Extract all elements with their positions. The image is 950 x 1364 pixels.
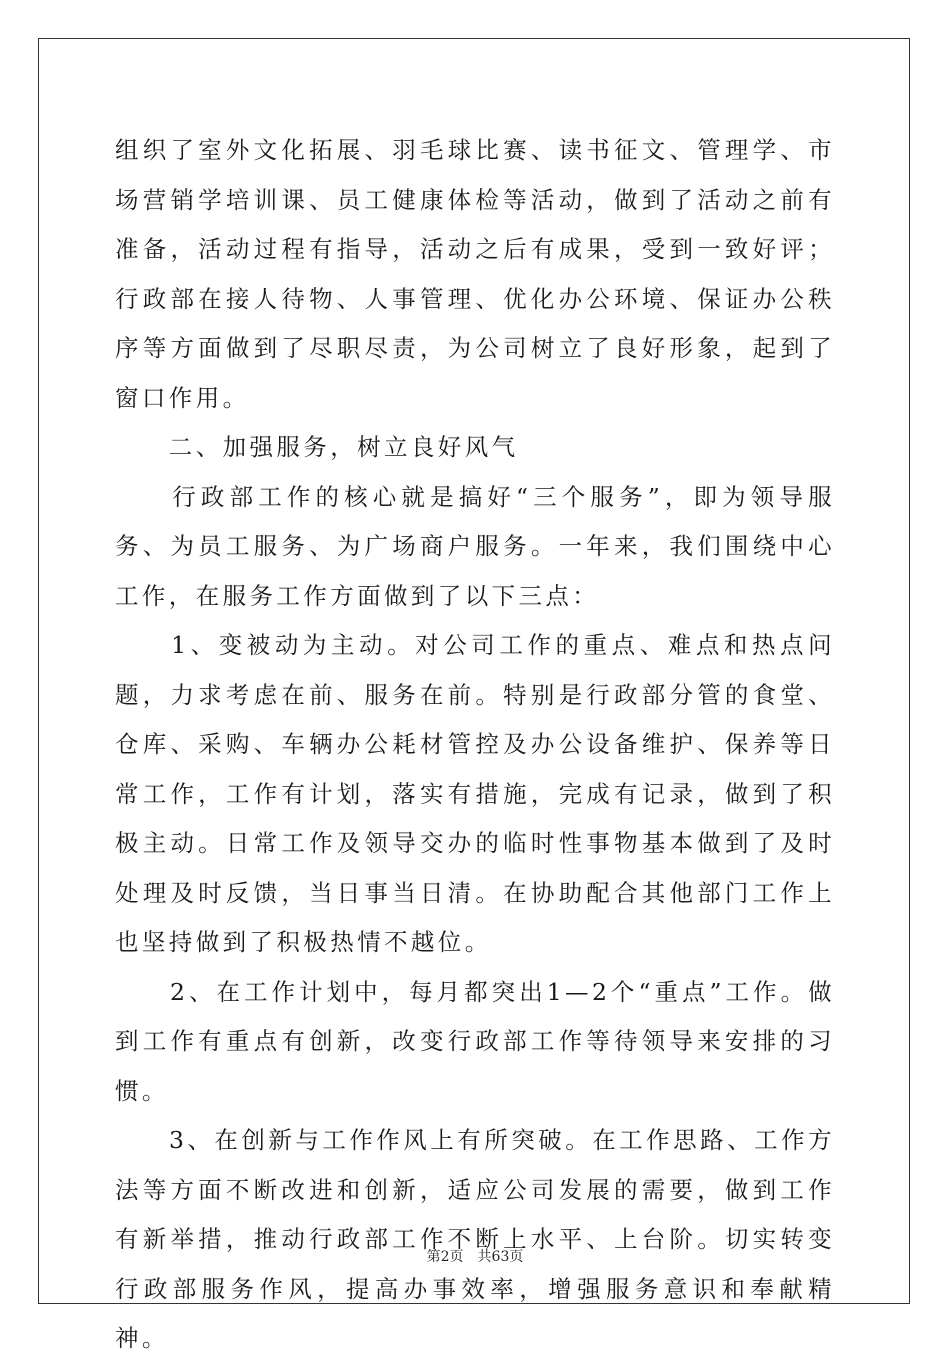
document-body	[115, 126, 835, 1364]
section-heading: 二、加强服务，树立良好风气	[115, 433, 519, 461]
total-pages: 共63页	[477, 1249, 524, 1265]
current-page-number: 第2页	[426, 1249, 464, 1265]
paragraph: 组织了室外文化拓展、羽毛球比赛、读书征文、管理学、市场营销学培训课、员工健康体检等活动，做到了活动之前有准备，活动过程有指导，活动之后有成果，受到一致好评；行政部在接人待物、人事管理、优化办公环境、保证办公秩序等方面做到了尽职尽责，为公司树立了良好形象，起到了窗口作用。	[115, 136, 835, 412]
paragraph: 行政部工作的核心就是搞好“三个服务”，即为领导服务、为员工服务、为广场商户服务。一年来，我们围绕中心工作，在服务工作方面做到了以下三点：	[115, 482, 835, 610]
list-item: 3、在创新与工作作风上有所突破。在工作思路、工作方法等方面不断改进和创新，适应公司发展的需要，做到工作有新举措，推动行政部工作不断上水平、上台阶。切实转变行政部服务作风，提高办事效率，增强服务意识和奉献精神。	[115, 1126, 835, 1352]
page-footer	[0, 1246, 950, 1266]
list-item: 2、在工作计划中，每月都突出1—2个“重点”工作。做到工作有重点有创新，改变行政部工作等待领导来安排的习惯。	[115, 977, 835, 1105]
list-item: 1、变被动为主动。对公司工作的重点、难点和热点问题，力求考虑在前、服务在前。特别是行政部分管的食堂、仓库、采购、车辆办公耗材管控及办公设备维护、保养等日常工作，工作有计划，落实有措施，完成有记录，做到了积极主动。日常工作及领导交办的临时性事物基本做到了及时处理及时反馈，当日事当日清。在协助配合其他部门工作上也坚持做到了积极热情不越位。	[115, 631, 835, 956]
